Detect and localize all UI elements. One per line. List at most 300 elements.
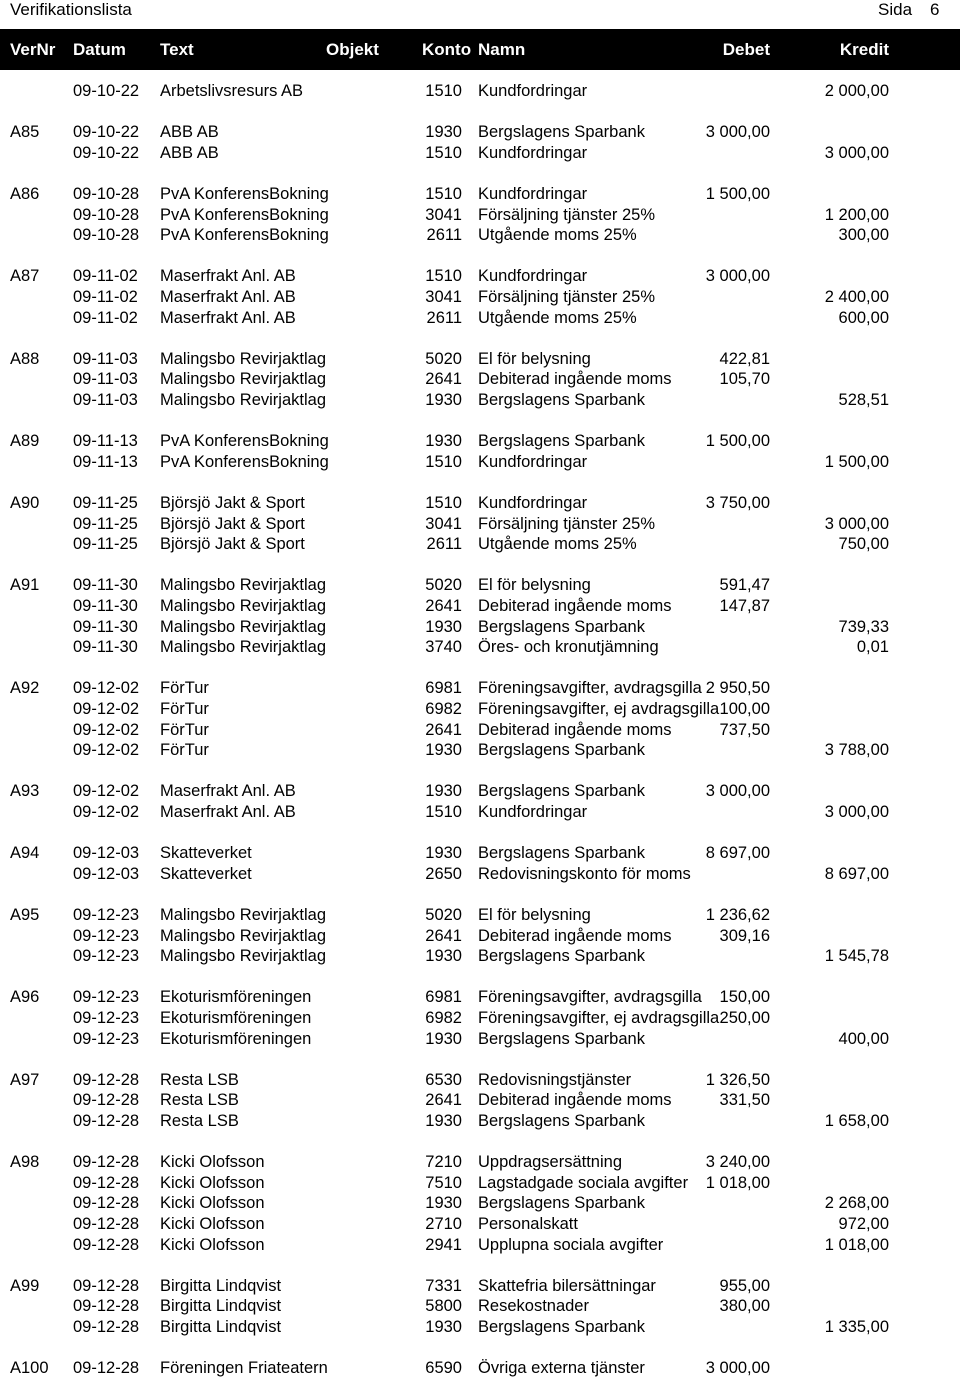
text-cell: Birgitta Lindqvist <box>160 1297 282 1315</box>
table-row <box>0 720 960 740</box>
table-row <box>0 1173 960 1193</box>
account-name-cell: Kundfordringar <box>478 185 588 203</box>
account-cell: 5020 <box>425 906 462 924</box>
date-cell: 09-11-30 <box>73 597 138 615</box>
ver-number-cell: A90 <box>10 494 40 512</box>
account-name-cell: Utgående moms 25% <box>478 226 637 244</box>
col-header-vernr: VerNr <box>10 40 56 59</box>
text-cell: Björsjö Jakt & Sport <box>160 535 305 553</box>
date-cell: 09-12-02 <box>73 700 140 718</box>
credit-cell: 2 400,00 <box>824 288 889 306</box>
debit-cell: 3 000,00 <box>705 782 770 800</box>
text-cell: Malingsbo Revirjaktlag <box>160 370 326 388</box>
account-name-cell: Kundfordringar <box>478 494 588 512</box>
account-name-cell: Bergslagens Sparbank <box>478 618 645 636</box>
text-cell: Maserfrakt Anl. AB <box>160 288 296 306</box>
date-cell: 09-12-28 <box>73 1194 140 1212</box>
account-cell: 1930 <box>425 844 462 862</box>
table-row <box>0 514 960 534</box>
text-cell: Malingsbo Revirjaktlag <box>160 576 326 594</box>
text-cell: Maserfrakt Anl. AB <box>160 782 296 800</box>
date-cell: 09-11-03 <box>73 391 138 409</box>
table-row <box>0 617 960 637</box>
table-row <box>0 266 960 286</box>
account-name-cell: Debiterad ingående moms <box>478 1091 672 1109</box>
debit-cell: 1 500,00 <box>705 432 770 450</box>
table-row <box>0 905 960 925</box>
text-cell: Malingsbo Revirjaktlag <box>160 350 326 368</box>
debit-cell: 380,00 <box>719 1297 770 1315</box>
account-name-cell: Bergslagens Sparbank <box>478 947 645 965</box>
date-cell: 09-12-02 <box>73 679 140 697</box>
date-cell: 09-12-23 <box>73 927 140 945</box>
text-cell: Arbetslivsresurs AB <box>160 82 304 100</box>
date-cell: 09-11-03 <box>73 350 138 368</box>
account-cell: 1930 <box>425 391 462 409</box>
credit-cell: 1 018,00 <box>824 1236 889 1254</box>
text-cell: PvA KonferensBokning <box>160 226 329 244</box>
account-cell: 1510 <box>425 453 462 471</box>
account-name-cell: El för belysning <box>478 576 591 594</box>
debit-cell: 1 236,62 <box>705 906 770 924</box>
table-row <box>0 926 960 946</box>
debit-cell: 955,00 <box>719 1277 770 1295</box>
account-name-cell: Föreningsavgifter, ej avdragsgilla <box>478 1009 720 1027</box>
text-cell: PvA KonferensBokning <box>160 185 329 203</box>
text-cell: Maserfrakt Anl. AB <box>160 803 296 821</box>
date-cell: 09-11-25 <box>73 494 138 512</box>
account-cell: 2941 <box>425 1236 462 1254</box>
table-row <box>0 1029 960 1049</box>
credit-cell: 0,01 <box>856 638 889 656</box>
date-cell: 09-11-03 <box>73 370 138 388</box>
table-row <box>0 678 960 698</box>
table-row <box>0 1008 960 1028</box>
table-row <box>0 225 960 245</box>
document-title: Verifikationslista <box>10 0 132 19</box>
text-cell: Birgitta Lindqvist <box>160 1318 282 1336</box>
ver-number-cell: A93 <box>10 782 40 800</box>
account-cell: 2641 <box>425 927 462 945</box>
table-row <box>0 1317 960 1337</box>
date-cell: 09-12-28 <box>73 1215 140 1233</box>
ver-number-cell: A91 <box>10 576 40 594</box>
date-cell: 09-12-28 <box>73 1297 140 1315</box>
account-cell: 1510 <box>425 494 462 512</box>
text-cell: PvA KonferensBokning <box>160 453 329 471</box>
account-name-cell: Bergslagens Sparbank <box>478 782 645 800</box>
credit-cell: 3 000,00 <box>824 515 889 533</box>
account-name-cell: Lagstadgade sociala avgifter <box>478 1174 689 1192</box>
table-row <box>0 575 960 595</box>
date-cell: 09-12-02 <box>73 741 140 759</box>
table-row <box>0 596 960 616</box>
account-cell: 1510 <box>425 803 462 821</box>
credit-cell: 2 268,00 <box>824 1194 889 1212</box>
ver-number-cell: A88 <box>10 350 40 368</box>
text-cell: Skatteverket <box>160 844 252 862</box>
date-cell: 09-11-25 <box>73 535 138 553</box>
account-name-cell: Resekostnader <box>478 1297 589 1315</box>
debit-cell: 309,16 <box>719 927 770 945</box>
account-name-cell: Bergslagens Sparbank <box>478 391 645 409</box>
debit-cell: 3 000,00 <box>705 267 770 285</box>
col-header-debet: Debet <box>722 40 770 59</box>
text-cell: Malingsbo Revirjaktlag <box>160 597 326 615</box>
date-cell: 09-12-02 <box>73 782 140 800</box>
debit-cell: 737,50 <box>719 721 770 739</box>
credit-cell: 400,00 <box>838 1030 889 1048</box>
col-header-konto: Konto <box>422 40 472 59</box>
account-name-cell: Föreningsavgifter, avdragsgilla <box>478 988 702 1006</box>
date-cell: 09-11-02 <box>73 267 138 285</box>
ver-number-cell: A97 <box>10 1071 40 1089</box>
account-name-cell: Bergslagens Sparbank <box>478 1318 645 1336</box>
account-cell: 5020 <box>425 350 462 368</box>
account-name-cell: Kundfordringar <box>478 453 588 471</box>
account-cell: 2611 <box>426 226 462 244</box>
date-cell: 09-12-28 <box>73 1174 140 1192</box>
col-header-objekt: Objekt <box>326 40 379 59</box>
text-cell: Björsjö Jakt & Sport <box>160 515 305 533</box>
text-cell: PvA KonferensBokning <box>160 432 329 450</box>
account-name-cell: Bergslagens Sparbank <box>478 123 645 141</box>
account-cell: 2641 <box>425 597 462 615</box>
account-cell: 2650 <box>425 865 462 883</box>
date-cell: 09-12-02 <box>73 803 140 821</box>
date-cell: 09-11-13 <box>73 432 138 450</box>
account-name-cell: Uppdragsersättning <box>478 1153 623 1171</box>
date-cell: 09-11-02 <box>73 288 138 306</box>
date-cell: 09-11-30 <box>73 638 138 656</box>
account-name-cell: Personalskatt <box>478 1215 578 1233</box>
text-cell: Resta LSB <box>160 1112 239 1130</box>
table-row <box>0 1193 960 1213</box>
credit-cell: 3 000,00 <box>824 144 889 162</box>
account-name-cell: Utgående moms 25% <box>478 535 637 553</box>
account-cell: 7510 <box>425 1174 462 1192</box>
debit-cell: 1 500,00 <box>705 185 770 203</box>
ver-number-cell: A85 <box>10 123 40 141</box>
ver-number-cell: A99 <box>10 1277 40 1295</box>
text-cell: Malingsbo Revirjaktlag <box>160 947 326 965</box>
table-row <box>0 637 960 657</box>
date-cell: 09-12-28 <box>73 1277 140 1295</box>
text-cell: Kicki Olofsson <box>160 1153 265 1171</box>
account-name-cell: Bergslagens Sparbank <box>478 1194 645 1212</box>
account-name-cell: Försäljning tjänster 25% <box>478 288 656 306</box>
ver-number-cell: A98 <box>10 1153 40 1171</box>
date-cell: 09-10-22 <box>73 123 140 141</box>
text-cell: Malingsbo Revirjaktlag <box>160 927 326 945</box>
account-cell: 6982 <box>425 1009 462 1027</box>
table-row <box>0 699 960 719</box>
account-cell: 5020 <box>425 576 462 594</box>
account-cell: 3041 <box>425 515 462 533</box>
col-header-kredit: Kredit <box>839 40 889 59</box>
account-cell: 2641 <box>425 721 462 739</box>
credit-cell: 1 200,00 <box>824 206 889 224</box>
table-row <box>0 1111 960 1131</box>
account-name-cell: Debiterad ingående moms <box>478 370 672 388</box>
credit-cell: 300,00 <box>838 226 889 244</box>
account-cell: 1930 <box>425 1030 462 1048</box>
account-name-cell: Bergslagens Sparbank <box>478 432 645 450</box>
date-cell: 09-12-02 <box>73 721 140 739</box>
table-row <box>0 740 960 760</box>
date-cell: 09-12-28 <box>73 1318 140 1336</box>
text-cell: FörTur <box>160 700 209 718</box>
credit-cell: 1 500,00 <box>824 453 889 471</box>
table-row <box>0 205 960 225</box>
date-cell: 09-12-23 <box>73 1030 140 1048</box>
account-cell: 1510 <box>425 144 462 162</box>
account-cell: 1930 <box>425 782 462 800</box>
page-number: 6 <box>930 0 940 19</box>
date-cell: 09-10-28 <box>73 206 140 224</box>
debit-cell: 100,00 <box>719 700 770 718</box>
debit-cell: 150,00 <box>719 988 770 1006</box>
credit-cell: 739,33 <box>838 618 889 636</box>
debit-cell: 3 750,00 <box>705 494 770 512</box>
date-cell: 09-11-13 <box>73 453 138 471</box>
account-name-cell: Föreningsavgifter, avdragsgilla <box>478 679 702 697</box>
account-cell: 1510 <box>425 185 462 203</box>
text-cell: Birgitta Lindqvist <box>160 1277 282 1295</box>
table-row <box>0 1152 960 1172</box>
text-cell: Maserfrakt Anl. AB <box>160 309 296 327</box>
account-cell: 6982 <box>425 700 462 718</box>
text-cell: FörTur <box>160 721 209 739</box>
date-cell: 09-11-02 <box>73 309 138 327</box>
text-cell: Kicki Olofsson <box>160 1215 265 1233</box>
account-name-cell: Försäljning tjänster 25% <box>478 515 656 533</box>
account-name-cell: Föreningsavgifter, ej avdragsgilla <box>478 700 720 718</box>
table-row <box>0 143 960 163</box>
credit-cell: 1 658,00 <box>824 1112 889 1130</box>
account-cell: 1930 <box>425 1318 462 1336</box>
table-row <box>0 987 960 1007</box>
date-cell: 09-12-28 <box>73 1359 140 1377</box>
account-cell: 7331 <box>425 1277 462 1295</box>
account-name-cell: Redovisningskonto för moms <box>478 865 691 883</box>
credit-cell: 750,00 <box>838 535 889 553</box>
text-cell: Ekoturismföreningen <box>160 1009 312 1027</box>
debit-cell: 3 240,00 <box>705 1153 770 1171</box>
account-cell: 1930 <box>425 1194 462 1212</box>
text-cell: Kicki Olofsson <box>160 1236 265 1254</box>
date-cell: 09-12-23 <box>73 988 140 1006</box>
table-row <box>0 81 960 101</box>
date-cell: 09-12-03 <box>73 844 140 862</box>
table-row <box>0 1296 960 1316</box>
table-row <box>0 1276 960 1296</box>
date-cell: 09-11-30 <box>73 618 138 636</box>
account-name-cell: Skattefria bilersättningar <box>478 1277 656 1295</box>
table-row <box>0 122 960 142</box>
account-cell: 1510 <box>425 82 462 100</box>
debit-cell: 331,50 <box>719 1091 770 1109</box>
account-name-cell: Debiterad ingående moms <box>478 721 672 739</box>
date-cell: 09-11-30 <box>73 576 138 594</box>
table-row <box>0 1090 960 1110</box>
account-cell: 2641 <box>425 370 462 388</box>
text-cell: Skatteverket <box>160 865 252 883</box>
account-name-cell: Bergslagens Sparbank <box>478 844 645 862</box>
credit-cell: 600,00 <box>838 309 889 327</box>
account-cell: 7210 <box>425 1153 462 1171</box>
account-cell: 6530 <box>425 1071 462 1089</box>
date-cell: 09-12-28 <box>73 1091 140 1109</box>
credit-cell: 1 335,00 <box>824 1318 889 1336</box>
table-row <box>0 1358 960 1378</box>
text-cell: Malingsbo Revirjaktlag <box>160 618 326 636</box>
table-row <box>0 349 960 369</box>
account-cell: 5800 <box>425 1297 462 1315</box>
credit-cell: 3 788,00 <box>824 741 889 759</box>
account-name-cell: Utgående moms 25% <box>478 309 637 327</box>
text-cell: Resta LSB <box>160 1071 239 1089</box>
date-cell: 09-11-25 <box>73 515 138 533</box>
date-cell: 09-10-22 <box>73 144 140 162</box>
account-name-cell: Öres- och kronutjämning <box>478 638 659 656</box>
account-name-cell: Kundfordringar <box>478 267 588 285</box>
account-name-cell: Debiterad ingående moms <box>478 927 672 945</box>
text-cell: FörTur <box>160 679 209 697</box>
account-cell: 2710 <box>425 1215 462 1233</box>
ver-number-cell: A96 <box>10 988 40 1006</box>
text-cell: ABB AB <box>160 144 219 162</box>
table-row <box>0 843 960 863</box>
debit-cell: 147,87 <box>719 597 770 615</box>
table-row <box>0 431 960 451</box>
account-cell: 1930 <box>425 947 462 965</box>
account-cell: 2641 <box>425 1091 462 1109</box>
credit-cell: 1 545,78 <box>824 947 889 965</box>
text-cell: Ekoturismföreningen <box>160 988 312 1006</box>
text-cell: Malingsbo Revirjaktlag <box>160 638 326 656</box>
debit-cell: 591,47 <box>719 576 770 594</box>
account-cell: 3740 <box>425 638 462 656</box>
debit-cell: 3 000,00 <box>705 123 770 141</box>
table-row <box>0 308 960 328</box>
account-cell: 2611 <box>426 535 462 553</box>
table-row <box>0 184 960 204</box>
debit-cell: 8 697,00 <box>705 844 770 862</box>
table-row <box>0 493 960 513</box>
debit-cell: 105,70 <box>719 370 770 388</box>
account-name-cell: Kundfordringar <box>478 144 588 162</box>
table-row <box>0 1235 960 1255</box>
text-cell: Malingsbo Revirjaktlag <box>160 906 326 924</box>
account-name-cell: Kundfordringar <box>478 82 588 100</box>
col-header-text: Text <box>160 40 194 59</box>
account-cell: 6590 <box>425 1359 462 1377</box>
date-cell: 09-12-28 <box>73 1236 140 1254</box>
ver-number-cell: A87 <box>10 267 40 285</box>
col-header-datum: Datum <box>73 40 126 59</box>
debit-cell: 1 326,50 <box>705 1071 770 1089</box>
account-cell: 3041 <box>425 206 462 224</box>
text-cell: Björsjö Jakt & Sport <box>160 494 305 512</box>
text-cell: Föreningen Friateatern <box>160 1359 328 1377</box>
text-cell: Malingsbo Revirjaktlag <box>160 391 326 409</box>
date-cell: 09-12-28 <box>73 1071 140 1089</box>
account-name-cell: El för belysning <box>478 906 591 924</box>
table-row <box>0 946 960 966</box>
table-row <box>0 1070 960 1090</box>
credit-cell: 3 000,00 <box>824 803 889 821</box>
date-cell: 09-12-28 <box>73 1112 140 1130</box>
account-cell: 3041 <box>425 288 462 306</box>
account-cell: 1930 <box>425 123 462 141</box>
date-cell: 09-12-03 <box>73 865 140 883</box>
text-cell: Kicki Olofsson <box>160 1174 265 1192</box>
text-cell: Maserfrakt Anl. AB <box>160 267 296 285</box>
debit-cell: 250,00 <box>719 1009 770 1027</box>
account-cell: 1930 <box>425 432 462 450</box>
text-cell: Resta LSB <box>160 1091 239 1109</box>
table-row <box>0 369 960 389</box>
account-name-cell: Upplupna sociala avgifter <box>478 1236 664 1254</box>
text-cell: PvA KonferensBokning <box>160 206 329 224</box>
text-cell: ABB AB <box>160 123 219 141</box>
ver-number-cell: A92 <box>10 679 40 697</box>
debit-cell: 2 950,50 <box>705 679 770 697</box>
col-header-namn: Namn <box>478 40 526 59</box>
account-cell: 1930 <box>425 1112 462 1130</box>
account-cell: 6981 <box>425 988 462 1006</box>
page-label: Sida <box>878 0 913 19</box>
debit-cell: 422,81 <box>719 350 770 368</box>
ver-number-cell: A89 <box>10 432 40 450</box>
text-cell: Kicki Olofsson <box>160 1194 265 1212</box>
date-cell: 09-12-23 <box>73 1009 140 1027</box>
account-cell: 1510 <box>425 267 462 285</box>
table-row <box>0 1214 960 1234</box>
table-row <box>0 864 960 884</box>
table-row <box>0 287 960 307</box>
account-cell: 2611 <box>426 309 462 327</box>
ver-number-cell: A94 <box>10 844 40 862</box>
credit-cell: 2 000,00 <box>824 82 889 100</box>
account-name-cell: Bergslagens Sparbank <box>478 1030 645 1048</box>
table-row <box>0 452 960 472</box>
debit-cell: 1 018,00 <box>705 1174 770 1192</box>
account-name-cell: Försäljning tjänster 25% <box>478 206 656 224</box>
credit-cell: 528,51 <box>838 391 889 409</box>
account-name-cell: Bergslagens Sparbank <box>478 741 645 759</box>
account-name-cell: Övriga externa tjänster <box>478 1359 645 1377</box>
ver-number-cell: A95 <box>10 906 40 924</box>
date-cell: 09-12-23 <box>73 906 140 924</box>
table-row <box>0 534 960 554</box>
table-row <box>0 390 960 410</box>
account-cell: 1930 <box>425 741 462 759</box>
text-cell: FörTur <box>160 741 209 759</box>
account-cell: 1930 <box>425 618 462 636</box>
credit-cell: 972,00 <box>838 1215 889 1233</box>
account-cell: 6981 <box>425 679 462 697</box>
date-cell: 09-10-22 <box>73 82 140 100</box>
date-cell: 09-12-23 <box>73 947 140 965</box>
date-cell: 09-10-28 <box>73 185 140 203</box>
table-row <box>0 802 960 822</box>
date-cell: 09-12-28 <box>73 1153 140 1171</box>
account-name-cell: El för belysning <box>478 350 591 368</box>
table-row <box>0 781 960 801</box>
ver-number-cell: A86 <box>10 185 40 203</box>
